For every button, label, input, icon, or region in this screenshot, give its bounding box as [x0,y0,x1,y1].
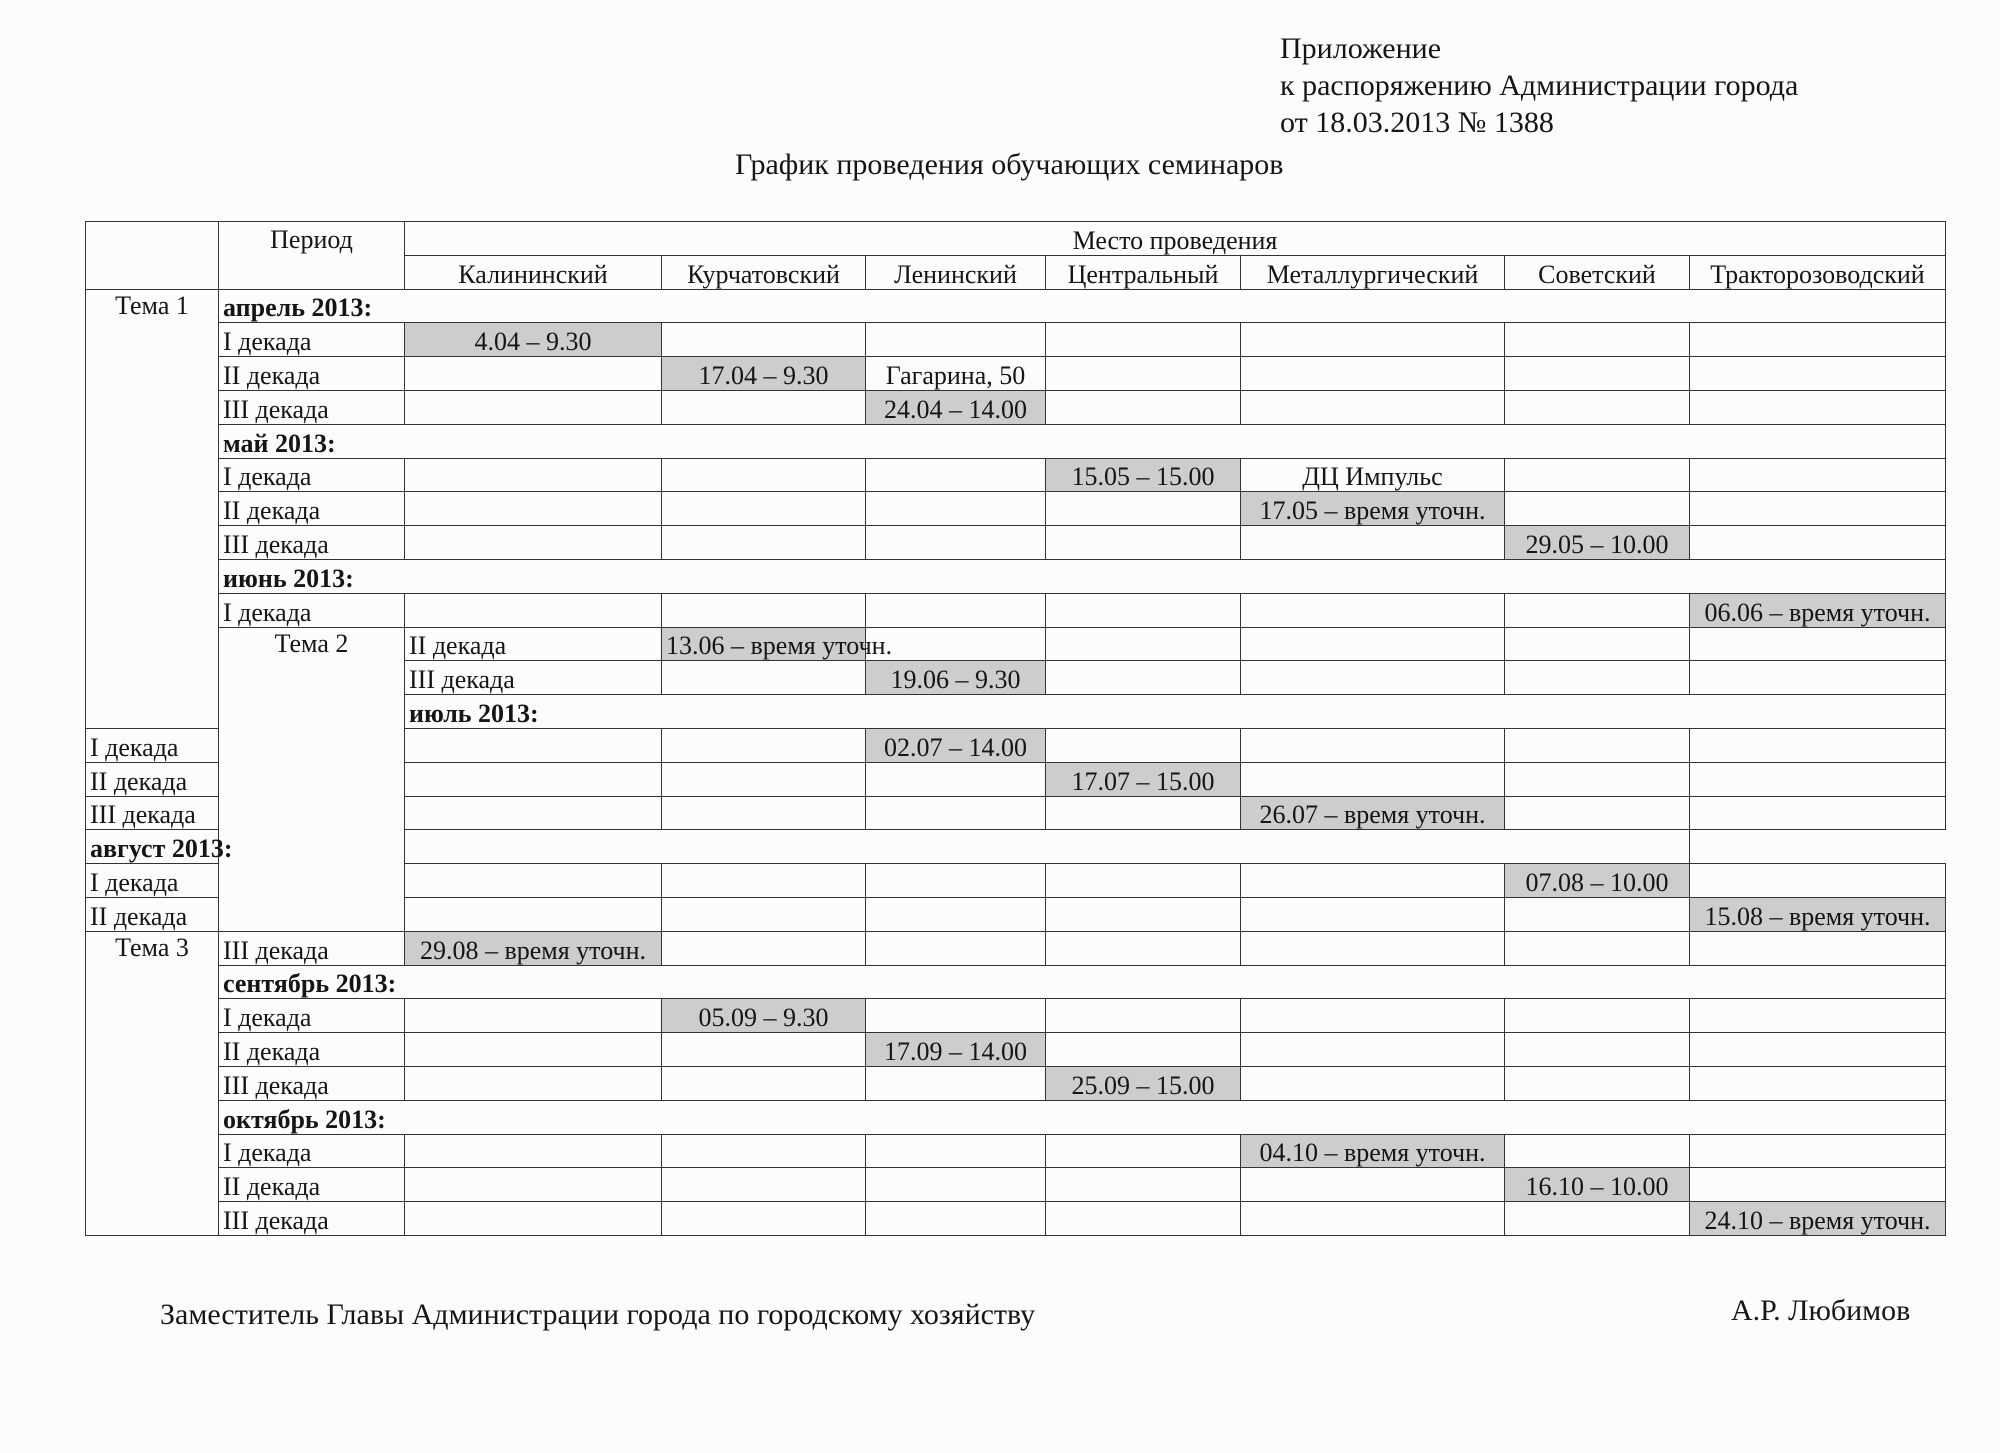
empty-cell [1241,1202,1505,1236]
empty-cell [1241,357,1505,391]
place-header: Место проведения [405,222,1946,256]
empty-cell [1046,897,1241,931]
table-row [86,1033,1946,1067]
empty-cell [405,1134,662,1168]
seminar-cell: 4.04 – 9.30 [405,323,662,357]
decade-label: III декада [219,1066,405,1100]
empty-cell [662,796,866,830]
empty-cell [1241,1033,1505,1067]
empty-cell [662,931,866,965]
schedule-table [85,221,1946,1236]
empty-cell [866,931,1046,965]
empty-cell [1505,492,1690,526]
seminar-cell: 19.06 – 9.30 [866,661,1046,695]
empty-cell [1046,796,1241,830]
empty-cell [1505,999,1690,1033]
district-header: Советский [1505,255,1690,289]
empty-cell [662,323,866,357]
topic-cell: Тема 2 [219,627,405,931]
decade-label: III декада [219,526,405,560]
empty-cell [1505,458,1690,492]
decade-label: III декада [219,931,405,965]
empty-cell [1505,1134,1690,1168]
district-header: Калининский [405,255,662,289]
decade-label: II декада [405,627,662,661]
empty-cell [1690,390,1946,424]
seminar-cell: 29.05 – 10.00 [1505,526,1690,560]
empty-cell [662,864,866,898]
empty-cell [1241,661,1505,695]
decade-label: I декада [86,728,219,762]
empty-cell [405,492,662,526]
empty-cell [662,390,866,424]
district-header: Центральный [1046,255,1241,289]
empty-cell [1690,999,1946,1033]
empty-cell [866,526,1046,560]
empty-cell [1046,1134,1241,1168]
empty-cell [662,1033,866,1067]
empty-cell [866,1066,1046,1100]
seminar-cell: 15.05 – 15.00 [1046,458,1241,492]
empty-cell [1046,1033,1241,1067]
seminar-cell: 24.10 – время уточн. [1690,1202,1946,1236]
decade-label: III декада [86,796,219,830]
month-label: май 2013: [219,424,1946,458]
month-row [86,1100,1946,1134]
month-label: июнь 2013: [219,559,1946,593]
empty-cell [405,762,662,796]
empty-cell [1690,796,1946,830]
blank-header-cell [86,222,219,290]
empty-cell [1505,323,1690,357]
empty-cell [1690,728,1946,762]
decade-label: II декада [219,492,405,526]
empty-cell [405,1168,662,1202]
header-row [86,222,1946,256]
empty-cell [405,390,662,424]
empty-cell [1690,1134,1946,1168]
empty-cell [1046,593,1241,627]
empty-cell [866,492,1046,526]
empty-cell [866,897,1046,931]
empty-cell [1690,357,1946,391]
seminar-cell: 29.08 – время уточн. [405,931,662,965]
empty-cell [1505,796,1690,830]
empty-cell [1505,1202,1690,1236]
table-row [86,526,1946,560]
empty-cell [1690,864,1946,898]
district-header: Металлургический [1241,255,1505,289]
table-row [86,999,1946,1033]
decade-label: I декада [219,999,405,1033]
table-row [86,458,1946,492]
empty-cell [1046,357,1241,391]
empty-cell [866,323,1046,357]
empty-cell [1690,526,1946,560]
empty-cell [1046,1168,1241,1202]
empty-cell [1505,897,1690,931]
empty-cell [405,999,662,1033]
empty-cell [1046,390,1241,424]
empty-cell [1241,593,1505,627]
period-header: Период [219,222,405,290]
empty-cell [405,728,662,762]
empty-cell [1505,593,1690,627]
empty-cell [405,1202,662,1236]
empty-cell [866,1168,1046,1202]
empty-cell [1690,627,1946,661]
table-row [86,492,1946,526]
empty-cell [662,526,866,560]
empty-cell [1046,627,1241,661]
empty-cell [1690,931,1946,965]
empty-cell [405,1033,662,1067]
empty-cell [1241,526,1505,560]
decade-label: III декада [405,661,662,695]
topic-cell: Тема 1 [86,289,219,728]
decade-label: II декада [219,357,405,391]
empty-cell [866,593,1046,627]
empty-cell [866,762,1046,796]
empty-cell [1505,728,1690,762]
seminar-cell: 24.04 – 14.00 [866,390,1046,424]
seminar-cell: 06.06 – время уточн. [1690,593,1946,627]
table-row [86,1168,1946,1202]
decade-label: III декада [219,390,405,424]
decade-label: I декада [219,593,405,627]
empty-cell [866,999,1046,1033]
document-title: График проведения обучающих семинаров [735,148,1284,181]
empty-cell [1690,1066,1946,1100]
seminar-cell: 26.07 – время уточн. [1241,796,1505,830]
empty-cell [1690,1168,1946,1202]
empty-cell [1241,1066,1505,1100]
month-row [86,830,1946,864]
empty-cell [1046,999,1241,1033]
empty-cell [1241,627,1505,661]
empty-cell [1241,728,1505,762]
empty-cell [1690,1033,1946,1067]
table-row [86,390,1946,424]
appendix-line-1: Приложение [1280,32,1442,65]
empty-cell [866,1134,1046,1168]
empty-cell [1505,1066,1690,1100]
empty-cell [1046,323,1241,357]
table-row [86,627,1946,661]
empty-cell [1505,390,1690,424]
empty-cell [1241,762,1505,796]
empty-cell [1241,999,1505,1033]
month-label: август 2013: [86,830,1690,864]
table-row [86,593,1946,627]
empty-cell [662,762,866,796]
empty-cell [662,458,866,492]
month-label: сентябрь 2013: [219,965,1946,999]
decade-label: II декада [219,1033,405,1067]
signatory-name: А.Р. Любимов [1731,1294,1911,1327]
district-header: Тракторозоводский [1690,255,1946,289]
empty-cell [866,1202,1046,1236]
appendix-line-3: от 18.03.2013 № 1388 [1280,106,1554,139]
empty-cell [1505,931,1690,965]
empty-cell [1505,627,1690,661]
seminar-cell: 05.09 – 9.30 [662,999,866,1033]
empty-cell [866,627,1046,661]
month-row [86,559,1946,593]
empty-cell [405,796,662,830]
seminar-cell: 17.05 – время уточн. [1241,492,1505,526]
appendix-line-2: к распоряжению Администрации города [1280,69,1799,102]
empty-cell [1046,864,1241,898]
empty-cell [1505,661,1690,695]
table-row [86,357,1946,391]
month-row [86,424,1946,458]
empty-cell [1241,1168,1505,1202]
empty-cell [866,796,1046,830]
seminar-cell: 13.06 – время уточн. [662,627,866,661]
empty-cell [662,728,866,762]
empty-cell [1046,492,1241,526]
topic-cell: Тема 3 [86,931,219,1235]
empty-cell [405,458,662,492]
district-header: Курчатовский [662,255,866,289]
empty-cell [1046,526,1241,560]
seminar-cell: 17.04 – 9.30 [662,357,866,391]
seminar-cell: 07.08 – 10.00 [1505,864,1690,898]
seminar-cell: 17.07 – 15.00 [1046,762,1241,796]
month-label: апрель 2013: [219,289,1946,323]
month-row [86,965,1946,999]
empty-cell [1046,1202,1241,1236]
empty-cell [662,1168,866,1202]
empty-cell [1505,357,1690,391]
table-row [86,1202,1946,1236]
empty-cell [1241,864,1505,898]
empty-cell [1690,323,1946,357]
empty-cell [405,897,662,931]
empty-cell [662,593,866,627]
seminar-cell: 16.10 – 10.00 [1505,1168,1690,1202]
seminar-cell: 17.09 – 14.00 [866,1033,1046,1067]
empty-cell [1046,931,1241,965]
table-row [86,931,1946,965]
empty-cell [1046,728,1241,762]
table-row [86,323,1946,357]
empty-cell [405,593,662,627]
empty-cell [662,661,866,695]
decade-label: I декада [219,323,405,357]
empty-cell [405,864,662,898]
decade-label: II декада [86,762,219,796]
empty-cell [866,864,1046,898]
empty-cell [662,1134,866,1168]
table-row [86,1066,1946,1100]
seminar-cell: 04.10 – время уточн. [1241,1134,1505,1168]
empty-cell [866,458,1046,492]
empty-cell [1690,458,1946,492]
empty-cell [662,1202,866,1236]
empty-cell [405,357,662,391]
empty-cell [1505,762,1690,796]
decade-label: II декада [86,897,219,931]
empty-cell [1241,390,1505,424]
decade-label: I декада [219,1134,405,1168]
decade-label: I декада [219,458,405,492]
decade-label: III декада [219,1202,405,1236]
table-row [86,1134,1946,1168]
decade-label: I декада [86,864,219,898]
seminar-cell: 25.09 – 15.00 [1046,1066,1241,1100]
seminar-cell: Гагарина, 50 [866,357,1046,391]
month-row [86,289,1946,323]
empty-cell [1046,661,1241,695]
empty-cell [405,526,662,560]
empty-cell [1690,762,1946,796]
empty-cell [662,492,866,526]
empty-cell [1241,323,1505,357]
empty-cell [662,1066,866,1100]
empty-cell [1241,931,1505,965]
decade-label: II декада [219,1168,405,1202]
appendix-block [1280,30,1798,141]
seminar-cell: 15.08 – время уточн. [1690,897,1946,931]
month-label: июль 2013: [405,695,1946,729]
empty-cell [1690,492,1946,526]
empty-cell [1505,1033,1690,1067]
empty-cell [1241,897,1505,931]
seminar-cell: 02.07 – 14.00 [866,728,1046,762]
empty-cell [662,897,866,931]
empty-cell [405,1066,662,1100]
empty-cell [1690,661,1946,695]
district-header: Ленинский [866,255,1046,289]
signatory-position: Заместитель Главы Администрации города по городскому хозяйству [160,1298,1036,1331]
seminar-cell: ДЦ Импульс [1241,458,1505,492]
month-label: октябрь 2013: [219,1100,1946,1134]
